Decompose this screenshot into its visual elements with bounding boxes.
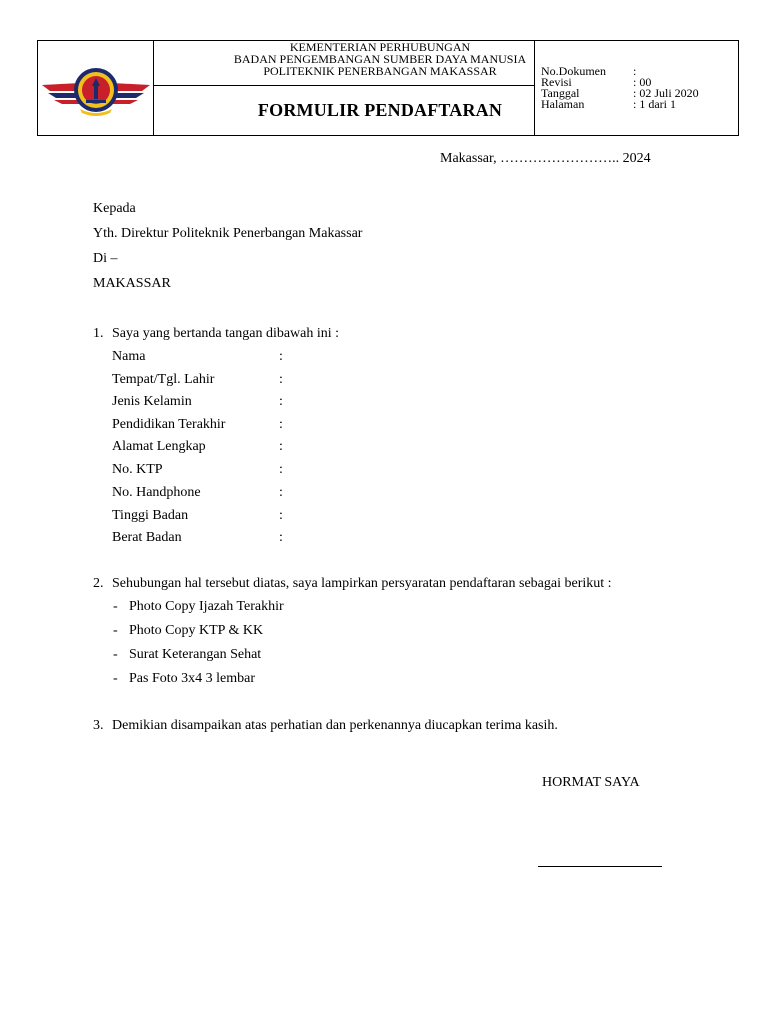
field-colon: : <box>279 462 283 477</box>
section-number: 1. <box>93 326 104 341</box>
field-label-tinggi-badan: Tinggi Badan <box>112 508 189 523</box>
institution-logo-icon <box>40 55 152 121</box>
list-bullet: - <box>113 671 118 686</box>
meta-row <box>541 99 699 110</box>
meta-value: : 00 <box>633 75 652 89</box>
field-colon: : <box>279 372 283 387</box>
section-number: 3. <box>93 718 104 733</box>
field-colon: : <box>279 530 283 545</box>
institution-name-block <box>190 41 570 77</box>
institution-line: KEMENTERIAN PERHUBUNGAN <box>289 40 471 54</box>
requirement-item: Pas Foto 3x4 3 lembar <box>129 671 255 686</box>
list-bullet: - <box>113 647 118 662</box>
meta-key: No.Dokumen <box>541 64 606 78</box>
field-label-alamat-lengkap: Alamat Lengkap <box>112 439 206 454</box>
meta-key: Tanggal <box>541 86 580 100</box>
field-colon: : <box>279 508 283 523</box>
field-colon: : <box>279 394 283 409</box>
field-label-berat-badan: Berat Badan <box>112 530 182 545</box>
addressee-line: Kepada <box>93 201 136 216</box>
place-date: Makassar, …………………….. 2024 <box>440 151 651 166</box>
document-header <box>37 40 739 136</box>
meta-key: Revisi <box>541 75 572 89</box>
header-divider <box>153 41 154 135</box>
closing-statement: Demikian disampaikan atas perhatian dan perkenannya diucapkan terima kasih. <box>112 718 558 733</box>
field-colon: : <box>279 439 283 454</box>
list-bullet: - <box>113 623 118 638</box>
meta-value: : 02 Juli 2020 <box>633 86 699 100</box>
closing-greeting: HORMAT SAYA <box>542 775 640 790</box>
field-label-nama: Nama <box>112 349 146 364</box>
institution-line: BADAN PENGEMBANGAN SUMBER DAYA MANUSIA <box>233 52 527 66</box>
addressee-line: Yth. Direktur Politeknik Penerbangan Makassar <box>93 226 363 241</box>
requirement-item: Photo Copy Ijazah Terakhir <box>129 599 284 614</box>
section-intro: Saya yang bertanda tangan dibawah ini : <box>112 326 340 341</box>
addressee-line: Di – <box>93 251 118 266</box>
meta-key: Halaman <box>541 97 585 111</box>
field-colon: : <box>279 485 283 500</box>
field-colon: : <box>279 417 283 432</box>
institution-line: POLITEKNIK PENERBANGAN MAKASSAR <box>263 64 497 78</box>
field-label-pendidikan-terakhir: Pendidikan Terakhir <box>112 417 226 432</box>
signature-line <box>538 866 662 867</box>
meta-value: : 1 dari 1 <box>633 97 676 111</box>
field-colon: : <box>279 349 283 364</box>
field-label-no-ktp: No. KTP <box>112 462 163 477</box>
list-bullet: - <box>113 599 118 614</box>
field-label-jenis-kelamin: Jenis Kelamin <box>112 394 192 409</box>
field-label-tempat-tgl-lahir: Tempat/Tgl. Lahir <box>112 372 215 387</box>
meta-value: : <box>633 64 637 78</box>
form-title: FORMULIR PENDAFTARAN <box>257 100 503 120</box>
header-divider <box>153 85 534 86</box>
section-number: 2. <box>93 576 104 591</box>
addressee-line: MAKASSAR <box>93 276 171 291</box>
requirement-item: Surat Keterangan Sehat <box>129 647 262 662</box>
section-intro: Sehubungan hal tersebut diatas, saya lampirkan persyaratan pendaftaran sebagai berikut : <box>112 576 612 591</box>
requirement-item: Photo Copy KTP & KK <box>129 623 264 638</box>
document-meta <box>541 66 699 110</box>
field-label-no-handphone: No. Handphone <box>112 485 201 500</box>
